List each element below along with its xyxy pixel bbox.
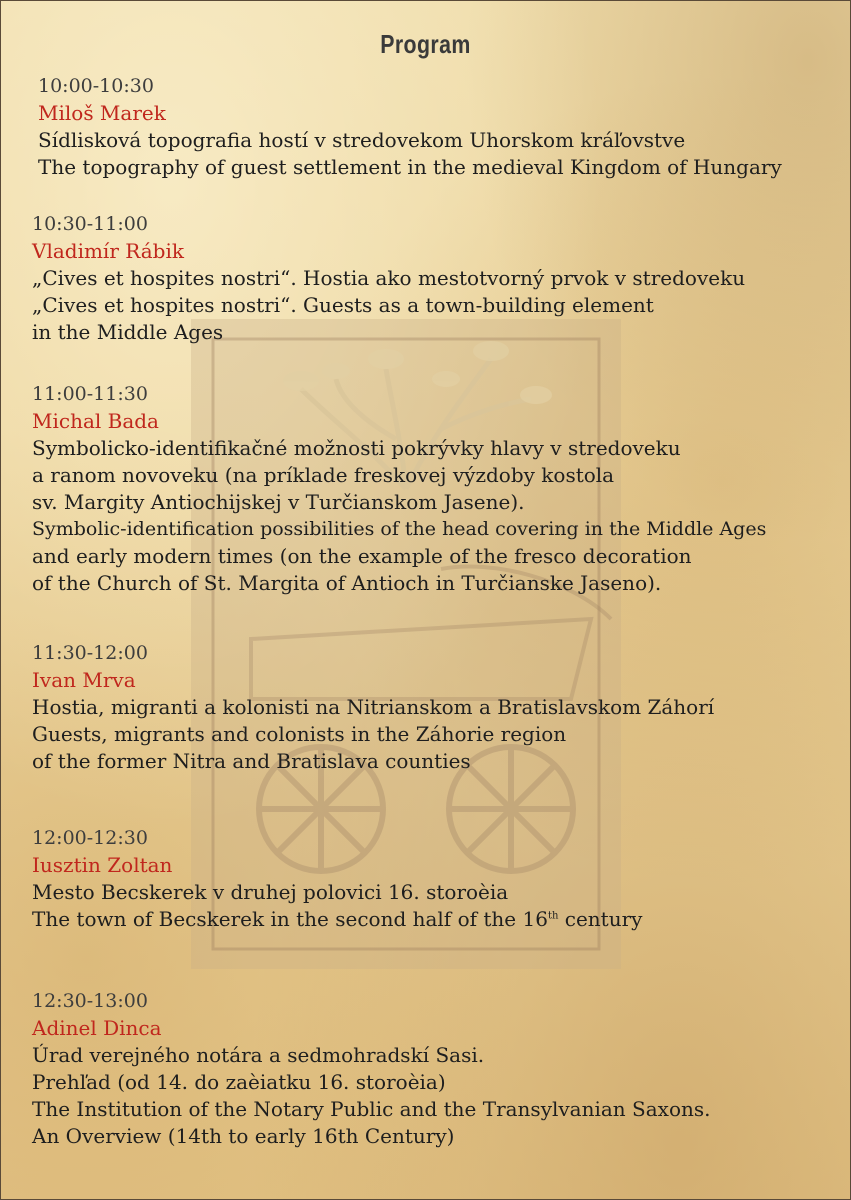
talk-title-sk: Úrad verejného notára a sedmohradskí Sasi. — [32, 1043, 485, 1067]
session-speaker: Miloš Marek — [38, 101, 166, 125]
talk-title-sk-cont: a ranom novoveku (na príklade freskovej výzdoby kostola — [32, 463, 615, 487]
talk-title-sk: Sídlisková topografia hostí v stredovekom Uhorskom kráľovstve — [38, 128, 686, 152]
page-title: Program — [380, 29, 471, 59]
fresco-background-image — [191, 319, 621, 969]
talk-title-en-cont: of the former Nitra and Bratislava counties — [32, 749, 471, 773]
session-speaker: Michal Bada — [32, 409, 159, 433]
talk-title-sk: Symbolicko-identifikačné možnosti pokrývky hlavy v stredoveku — [32, 436, 681, 460]
session-time: 10:00-10:30 — [38, 75, 154, 97]
talk-title-sk: Mesto Becskerek v druhej polovici 16. storoèia — [32, 880, 509, 904]
session-time: 10:30-11:00 — [32, 213, 148, 235]
talk-title-sk: „Cives et hospites nostri“. Hostia ako mestotvorný prvok v stredoveku — [32, 266, 746, 290]
talk-title-sk-cont: sv. Margity Antiochijskej v Turčianskom Jasene). — [32, 490, 525, 514]
session-time: 12:30-13:00 — [32, 990, 148, 1012]
ordinal-suffix: th — [547, 910, 559, 922]
talk-title-sk: Hostia, migranti a kolonisti na Nitrianskom a Bratislavskom Záhorí — [32, 695, 715, 719]
talk-title-en-cont: in the Middle Ages — [32, 320, 224, 344]
talk-title-en-cont: An Overview (14th to early 16th Century) — [32, 1124, 455, 1148]
session-speaker: Ivan Mrva — [32, 668, 136, 692]
session-time: 12:00-12:30 — [32, 827, 148, 849]
talk-title-en: The Institution of the Notary Public and the Transylvanian Saxons. — [32, 1097, 711, 1121]
session-time: 11:00-11:30 — [32, 383, 148, 405]
talk-title-en: Guests, migrants and colonists in the Záhorie region — [32, 722, 567, 746]
session-speaker: Vladimír Rábik — [32, 239, 185, 263]
session-speaker: Adinel Dinca — [32, 1016, 162, 1040]
talk-title-en: The topography of guest settlement in the medieval Kingdom of Hungary — [38, 155, 782, 179]
talk-title-en-cont: and early modern times (on the example of the fresco decoration — [32, 544, 692, 568]
session-speaker: Iusztin Zoltan — [32, 853, 173, 877]
talk-title-en-cont: of the Church of St. Margita of Antioch in Turčianske Jaseno). — [32, 571, 662, 595]
talk-title-en: The town of Becskerek in the second half of the 16th century — [32, 907, 643, 931]
talk-title-en: Symbolic-identification possibilities of the head covering in the Middle Ages — [32, 518, 767, 540]
session-time: 11:30-12:00 — [32, 642, 148, 664]
talk-title-sk-cont: Prehľad (od 14. do zaèiatku 16. storoèia) — [32, 1070, 446, 1094]
talk-title-en: „Cives et hospites nostri“. Guests as a town-building element — [32, 293, 654, 317]
